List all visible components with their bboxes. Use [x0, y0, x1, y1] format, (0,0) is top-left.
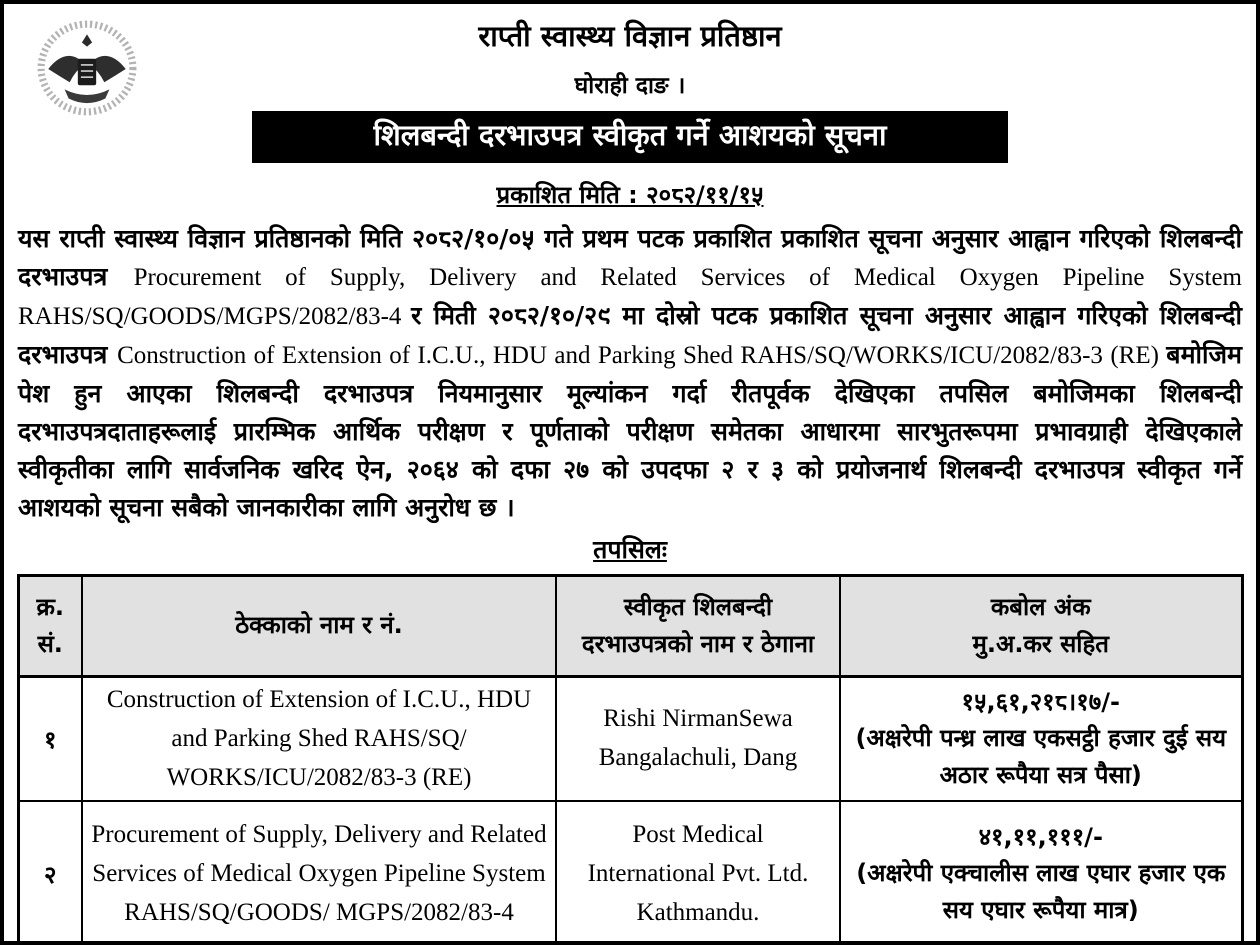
bidder-header-line1: स्वीकृत शिलबन्दी [623, 592, 773, 621]
published-date: प्रकाशित मिति : २०८२/११/१५ [496, 181, 764, 209]
bidder-address-line: Bangalachuli, Dang [598, 744, 798, 772]
contract-cell: Construction of Extension of I.C.U., HDU and Parking Shed RAHS/SQ/ WORKS/ICU/2082/83-3 (RE) [82, 677, 556, 802]
contract-cell: Procurement of Supply, Delivery and Related Services of Medical Oxygen Pipeline System RAHS/SQ/GOODS/ MGPS/2082/83-4 [82, 801, 556, 945]
sn-header-line2: सं. [37, 630, 63, 658]
bidder-cell [556, 801, 840, 945]
body-segment-nepali-1: यस राप्ती स्वास्थ्य विज्ञान प्रतिष्ठानको मिति २०८२/१०/०५ गते प्रथम पटक प्रकाशित प्रकाशित सूचना अनुसार आह्वान गरिएको शिलबन्दी दरभाउपत्र [18, 224, 1242, 291]
sn-cell: २ [18, 801, 82, 945]
amount-in-words: (अक्षरेपी एक्चालीस लाख एघार हजार एक सय एघार रूपैया मात्र) [856, 859, 1226, 925]
amount-cell [840, 801, 1242, 945]
amount-header-cell [840, 576, 1242, 677]
notice-title-banner: शिलबन्दी दरभाउपत्र स्वीकृत गर्ने आशयको सूचना [252, 111, 1008, 163]
tender-table [17, 574, 1244, 945]
bidder-name-line2: International Pvt. Ltd. [587, 859, 809, 887]
bidder-name-line: Post Medical [632, 821, 764, 849]
sn-cell: १ [18, 677, 82, 802]
table-row-1 [18, 677, 1242, 802]
body-segment-nepali-3: बमोजिम पेश हुन आएका शिलबन्दी दरभाउपत्र नियमानुसार मूल्यांकन गर्दा रीतपूर्वक देखिएका तपसिल बमोजिमका शिलबन्दी दरभाउपत्रदाताहरूलाई प्रारम्भिक आर्थिक परीक्षण र पूर्णताको परीक्षण समेतका आधारमा सारभुतरूपमा प्रभावग्राही देखिएकाले स्वीकृतीका लागि सार्वजनिक खरिद ऐन, २०६४ को दफा २७ को उपदफा २ र ३ को प्रयोजनार्थ शिलबन्दी दरभाउपत्र स्वीकृत गर्ने आशयको सूचना सबैको जानकारीका लागि अनुरोध छ । [18, 340, 1242, 522]
bidder-header-cell [556, 576, 840, 677]
body-segment-nepali-2: र मिती २०८२/१०/२९ मा दोस्रो पटक प्रकाशित सूचना अनुसार आह्वान गरिएको शिलबन्दी दरभाउपत्र [18, 301, 1242, 369]
org-name: राप्ती स्वास्थ्य विज्ञान प्रतिष्ठान [478, 19, 782, 53]
tender-table-header [18, 576, 1242, 677]
notice-body-paragraph [18, 220, 1242, 527]
bidder-name-line: Rishi NirmanSewa [603, 705, 793, 733]
amount-figure: १५,६१,२१८।१७/- [961, 687, 1120, 716]
amount-figure: ४१,११,१११/- [978, 823, 1103, 852]
org-location: घोराही दाङ । [574, 73, 686, 99]
sn-header-line1: क्र. [36, 592, 65, 621]
contract-header-cell: ठेक्काको नाम र नं. [82, 576, 556, 677]
amount-in-words: (अक्षरेपी पन्ध्र लाख एकसट्ठी हजार दुई सय अठार रूपैया सत्र पैसा) [855, 723, 1227, 790]
sn-header-cell [18, 576, 82, 677]
bidder-address-line: Kathmandu. [636, 898, 760, 926]
body-segment-english-2: Construction of Extension of I.C.U., HDU and Parking Shed RAHS/SQ/WORKS/ICU/2082/83-3 (RE) [117, 342, 1167, 369]
table-header-row [18, 576, 1242, 677]
amount-header-line2: मु.अ.कर सहित [972, 630, 1109, 658]
table-row-2 [18, 801, 1242, 945]
academy-emblem-icon [34, 18, 140, 120]
amount-header-line1: कबोल अंक [990, 592, 1091, 621]
body-segment-english-1: Procurement of Supply, Delivery and Related Services of Medical Oxygen Pipeline System RAHS/SQ/GOODS/MGPS/2082/83-4 [18, 264, 1242, 330]
amount-cell [840, 677, 1242, 802]
bidder-header-line2: दरभाउपत्रको नाम र ठेगाना [581, 630, 815, 658]
bidder-cell [556, 677, 840, 802]
section-heading-tapasil: तपसिलः [593, 535, 667, 564]
